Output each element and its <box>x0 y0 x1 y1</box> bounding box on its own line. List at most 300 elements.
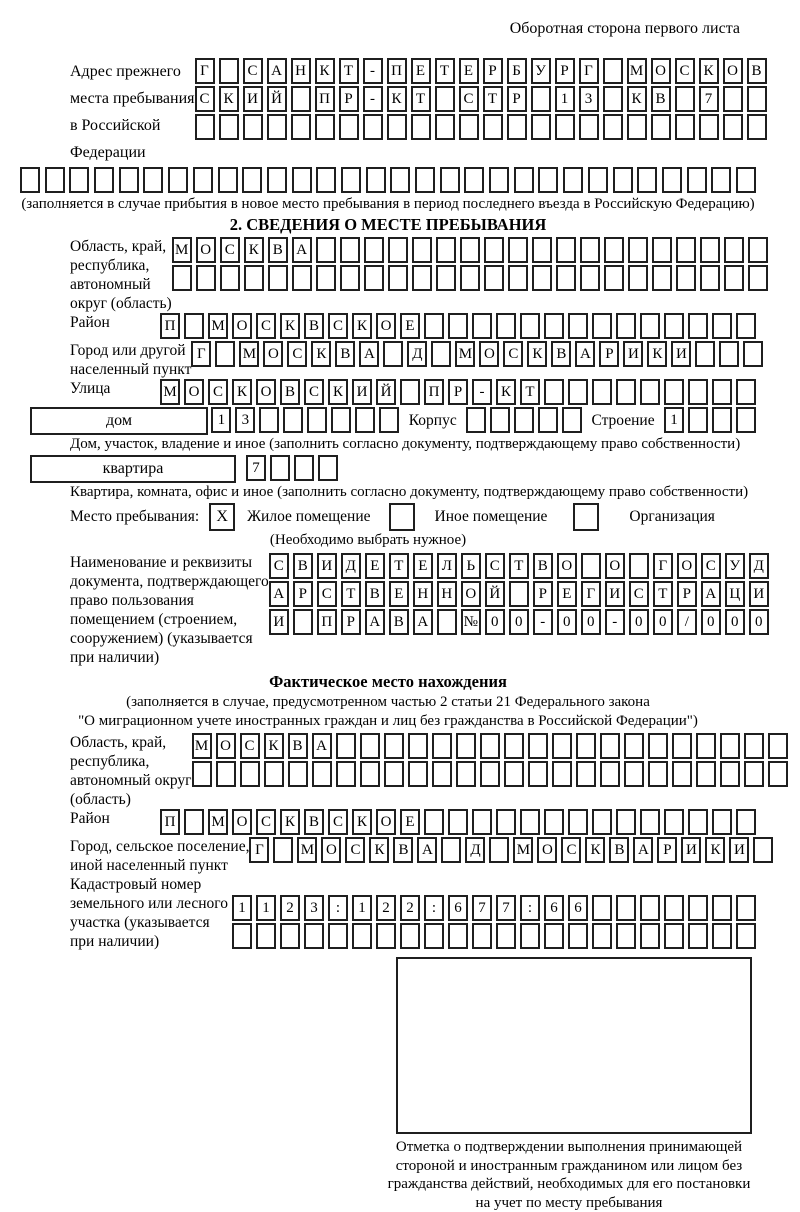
char-cell[interactable] <box>723 114 743 140</box>
char-cell[interactable]: 1 <box>211 407 231 433</box>
char-cell[interactable]: К <box>647 341 667 367</box>
char-cell[interactable] <box>640 809 660 835</box>
char-cell[interactable]: / <box>677 609 697 635</box>
char-cell[interactable]: С <box>459 86 479 112</box>
char-cell[interactable] <box>456 733 476 759</box>
char-cell[interactable]: А <box>292 237 312 263</box>
char-cell[interactable] <box>293 609 313 635</box>
char-cell[interactable] <box>712 895 732 921</box>
char-cell[interactable] <box>743 341 763 367</box>
char-cell[interactable] <box>528 733 548 759</box>
char-cell[interactable] <box>69 167 89 193</box>
char-cell[interactable]: 3 <box>235 407 255 433</box>
char-cell[interactable]: Т <box>435 58 455 84</box>
char-cell[interactable]: П <box>317 609 337 635</box>
char-cell[interactable]: 0 <box>701 609 721 635</box>
char-cell[interactable]: С <box>269 553 289 579</box>
char-cell[interactable] <box>532 237 552 263</box>
char-cell[interactable] <box>292 265 312 291</box>
char-cell[interactable]: 0 <box>749 609 769 635</box>
char-cell[interactable] <box>424 923 444 949</box>
char-cell[interactable]: Г <box>653 553 673 579</box>
char-cell[interactable]: 1 <box>352 895 372 921</box>
char-cell[interactable]: 0 <box>629 609 649 635</box>
char-cell[interactable]: 6 <box>544 895 564 921</box>
char-cell[interactable] <box>711 167 731 193</box>
char-cell[interactable] <box>695 341 715 367</box>
char-cell[interactable] <box>119 167 139 193</box>
char-cell[interactable]: К <box>352 313 372 339</box>
char-cell[interactable] <box>712 923 732 949</box>
char-cell[interactable] <box>563 167 583 193</box>
char-cell[interactable] <box>616 379 636 405</box>
char-cell[interactable] <box>531 114 551 140</box>
char-cell[interactable] <box>435 86 455 112</box>
char-cell[interactable] <box>736 313 756 339</box>
char-cell[interactable] <box>724 265 744 291</box>
char-cell[interactable] <box>592 923 612 949</box>
char-cell[interactable]: П <box>160 809 180 835</box>
char-cell[interactable] <box>355 407 375 433</box>
char-cell[interactable]: 7 <box>246 455 266 481</box>
char-cell[interactable] <box>331 407 351 433</box>
char-cell[interactable] <box>556 237 576 263</box>
char-cell[interactable]: И <box>623 341 643 367</box>
char-cell[interactable]: В <box>651 86 671 112</box>
char-cell[interactable] <box>328 923 348 949</box>
char-cell[interactable] <box>509 581 529 607</box>
char-cell[interactable] <box>360 733 380 759</box>
char-cell[interactable]: В <box>551 341 571 367</box>
char-cell[interactable]: 7 <box>472 895 492 921</box>
char-cell[interactable] <box>736 167 756 193</box>
char-cell[interactable]: Е <box>459 58 479 84</box>
char-cell[interactable]: : <box>424 895 444 921</box>
char-cell[interactable]: Д <box>749 553 769 579</box>
char-cell[interactable]: Н <box>437 581 457 607</box>
char-cell[interactable]: С <box>256 809 276 835</box>
char-cell[interactable] <box>341 167 361 193</box>
char-cell[interactable] <box>514 167 534 193</box>
char-cell[interactable] <box>316 265 336 291</box>
char-cell[interactable] <box>360 761 380 787</box>
char-cell[interactable]: - <box>605 609 625 635</box>
char-cell[interactable] <box>562 407 582 433</box>
char-cell[interactable]: С <box>208 379 228 405</box>
char-cell[interactable]: К <box>369 837 389 863</box>
char-cell[interactable]: Р <box>599 341 619 367</box>
char-cell[interactable] <box>472 809 492 835</box>
char-cell[interactable] <box>576 733 596 759</box>
char-cell[interactable] <box>696 733 716 759</box>
char-cell[interactable] <box>408 761 428 787</box>
char-cell[interactable] <box>747 114 767 140</box>
char-cell[interactable]: 2 <box>400 895 420 921</box>
char-cell[interactable] <box>628 265 648 291</box>
char-cell[interactable]: Ц <box>725 581 745 607</box>
char-cell[interactable] <box>366 167 386 193</box>
char-cell[interactable]: О <box>232 809 252 835</box>
char-cell[interactable]: И <box>681 837 701 863</box>
char-cell[interactable] <box>219 58 239 84</box>
char-cell[interactable]: К <box>232 379 252 405</box>
char-cell[interactable] <box>448 923 468 949</box>
char-cell[interactable]: - <box>363 58 383 84</box>
char-cell[interactable] <box>544 809 564 835</box>
zhiloe-checkbox[interactable]: X <box>209 503 235 531</box>
char-cell[interactable]: В <box>389 609 409 635</box>
char-cell[interactable]: Н <box>291 58 311 84</box>
char-cell[interactable]: Р <box>533 581 553 607</box>
char-cell[interactable]: О <box>196 237 216 263</box>
char-cell[interactable] <box>580 237 600 263</box>
char-cell[interactable] <box>652 265 672 291</box>
char-cell[interactable] <box>748 265 768 291</box>
char-cell[interactable]: А <box>269 581 289 607</box>
char-cell[interactable] <box>415 167 435 193</box>
char-cell[interactable] <box>240 761 260 787</box>
char-cell[interactable]: К <box>311 341 331 367</box>
char-cell[interactable] <box>432 761 452 787</box>
char-cell[interactable] <box>675 114 695 140</box>
char-cell[interactable]: В <box>747 58 767 84</box>
char-cell[interactable] <box>736 923 756 949</box>
char-cell[interactable] <box>215 341 235 367</box>
char-cell[interactable] <box>538 407 558 433</box>
char-cell[interactable] <box>243 114 263 140</box>
char-cell[interactable]: 1 <box>256 895 276 921</box>
char-cell[interactable]: 2 <box>376 895 396 921</box>
char-cell[interactable] <box>184 313 204 339</box>
char-cell[interactable]: Р <box>448 379 468 405</box>
char-cell[interactable] <box>520 809 540 835</box>
char-cell[interactable] <box>440 167 460 193</box>
char-cell[interactable] <box>672 761 692 787</box>
char-cell[interactable] <box>388 265 408 291</box>
char-cell[interactable] <box>472 923 492 949</box>
char-cell[interactable]: М <box>172 237 192 263</box>
char-cell[interactable]: И <box>317 553 337 579</box>
char-cell[interactable] <box>747 86 767 112</box>
char-cell[interactable] <box>736 809 756 835</box>
char-cell[interactable] <box>592 313 612 339</box>
char-cell[interactable] <box>624 761 644 787</box>
char-cell[interactable] <box>195 114 215 140</box>
char-cell[interactable] <box>244 265 264 291</box>
char-cell[interactable] <box>264 761 284 787</box>
char-cell[interactable]: № <box>461 609 481 635</box>
char-cell[interactable]: И <box>671 341 691 367</box>
char-cell[interactable]: Р <box>657 837 677 863</box>
char-cell[interactable] <box>640 895 660 921</box>
char-cell[interactable]: 0 <box>557 609 577 635</box>
char-cell[interactable]: 0 <box>581 609 601 635</box>
char-cell[interactable]: Й <box>267 86 287 112</box>
char-cell[interactable]: Р <box>483 58 503 84</box>
char-cell[interactable] <box>424 313 444 339</box>
char-cell[interactable] <box>508 237 528 263</box>
char-cell[interactable] <box>531 86 551 112</box>
char-cell[interactable] <box>424 809 444 835</box>
char-cell[interactable] <box>688 809 708 835</box>
char-cell[interactable]: О <box>256 379 276 405</box>
char-cell[interactable]: О <box>216 733 236 759</box>
char-cell[interactable]: С <box>328 313 348 339</box>
char-cell[interactable]: А <box>417 837 437 863</box>
char-cell[interactable]: С <box>701 553 721 579</box>
char-cell[interactable]: К <box>315 58 335 84</box>
char-cell[interactable] <box>383 341 403 367</box>
char-cell[interactable]: А <box>267 58 287 84</box>
char-cell[interactable]: А <box>701 581 721 607</box>
char-cell[interactable] <box>613 167 633 193</box>
char-cell[interactable]: Т <box>653 581 673 607</box>
char-cell[interactable] <box>555 114 575 140</box>
char-cell[interactable] <box>603 58 623 84</box>
char-cell[interactable] <box>496 923 516 949</box>
char-cell[interactable] <box>688 923 708 949</box>
char-cell[interactable] <box>256 923 276 949</box>
char-cell[interactable]: Т <box>339 58 359 84</box>
char-cell[interactable] <box>514 407 534 433</box>
char-cell[interactable] <box>532 265 552 291</box>
char-cell[interactable]: М <box>208 313 228 339</box>
char-cell[interactable]: 1 <box>555 86 575 112</box>
char-cell[interactable] <box>637 167 657 193</box>
char-cell[interactable]: Т <box>411 86 431 112</box>
char-cell[interactable] <box>616 809 636 835</box>
char-cell[interactable] <box>603 86 623 112</box>
char-cell[interactable]: П <box>387 58 407 84</box>
char-cell[interactable]: В <box>268 237 288 263</box>
char-cell[interactable] <box>390 167 410 193</box>
char-cell[interactable] <box>318 455 338 481</box>
char-cell[interactable] <box>219 114 239 140</box>
char-cell[interactable]: О <box>184 379 204 405</box>
char-cell[interactable] <box>273 837 293 863</box>
char-cell[interactable]: В <box>293 553 313 579</box>
char-cell[interactable]: К <box>352 809 372 835</box>
char-cell[interactable]: 0 <box>653 609 673 635</box>
char-cell[interactable] <box>340 265 360 291</box>
char-cell[interactable]: Й <box>376 379 396 405</box>
char-cell[interactable] <box>616 923 636 949</box>
inoe-checkbox[interactable] <box>389 503 415 531</box>
char-cell[interactable] <box>624 733 644 759</box>
char-cell[interactable]: Е <box>365 553 385 579</box>
char-cell[interactable] <box>664 313 684 339</box>
char-cell[interactable]: С <box>561 837 581 863</box>
char-cell[interactable] <box>588 167 608 193</box>
char-cell[interactable] <box>364 237 384 263</box>
char-cell[interactable] <box>768 761 788 787</box>
char-cell[interactable]: 1 <box>232 895 252 921</box>
char-cell[interactable] <box>592 809 612 835</box>
char-cell[interactable]: И <box>605 581 625 607</box>
char-cell[interactable] <box>676 237 696 263</box>
char-cell[interactable] <box>640 923 660 949</box>
char-cell[interactable] <box>364 265 384 291</box>
char-cell[interactable] <box>600 761 620 787</box>
char-cell[interactable] <box>648 733 668 759</box>
char-cell[interactable] <box>489 167 509 193</box>
char-cell[interactable] <box>687 167 707 193</box>
char-cell[interactable]: А <box>575 341 595 367</box>
char-cell[interactable]: Т <box>389 553 409 579</box>
char-cell[interactable] <box>218 167 238 193</box>
char-cell[interactable]: А <box>413 609 433 635</box>
char-cell[interactable] <box>480 733 500 759</box>
char-cell[interactable]: Е <box>400 809 420 835</box>
char-cell[interactable]: С <box>629 581 649 607</box>
char-cell[interactable] <box>431 341 451 367</box>
char-cell[interactable]: Д <box>341 553 361 579</box>
char-cell[interactable]: У <box>531 58 551 84</box>
char-cell[interactable] <box>724 237 744 263</box>
char-cell[interactable] <box>753 837 773 863</box>
char-cell[interactable]: С <box>675 58 695 84</box>
char-cell[interactable] <box>504 733 524 759</box>
char-cell[interactable] <box>627 114 647 140</box>
char-cell[interactable]: О <box>723 58 743 84</box>
char-cell[interactable]: Р <box>341 609 361 635</box>
char-cell[interactable] <box>184 809 204 835</box>
char-cell[interactable] <box>581 553 601 579</box>
char-cell[interactable] <box>662 167 682 193</box>
char-cell[interactable]: В <box>533 553 553 579</box>
char-cell[interactable]: К <box>219 86 239 112</box>
char-cell[interactable]: 6 <box>448 895 468 921</box>
char-cell[interactable] <box>484 237 504 263</box>
char-cell[interactable] <box>459 114 479 140</box>
char-cell[interactable] <box>436 237 456 263</box>
char-cell[interactable] <box>291 86 311 112</box>
char-cell[interactable]: Р <box>555 58 575 84</box>
char-cell[interactable]: А <box>359 341 379 367</box>
char-cell[interactable] <box>576 761 596 787</box>
char-cell[interactable]: Г <box>191 341 211 367</box>
char-cell[interactable]: 1 <box>664 407 684 433</box>
char-cell[interactable] <box>568 379 588 405</box>
char-cell[interactable] <box>288 761 308 787</box>
char-cell[interactable] <box>736 895 756 921</box>
char-cell[interactable] <box>196 265 216 291</box>
char-cell[interactable] <box>436 265 456 291</box>
char-cell[interactable]: К <box>264 733 284 759</box>
char-cell[interactable] <box>480 761 500 787</box>
char-cell[interactable]: П <box>315 86 335 112</box>
char-cell[interactable]: - <box>533 609 553 635</box>
char-cell[interactable]: М <box>297 837 317 863</box>
char-cell[interactable]: С <box>328 809 348 835</box>
char-cell[interactable]: Т <box>520 379 540 405</box>
char-cell[interactable] <box>268 265 288 291</box>
char-cell[interactable] <box>736 379 756 405</box>
char-cell[interactable] <box>696 761 716 787</box>
char-cell[interactable]: М <box>239 341 259 367</box>
char-cell[interactable] <box>143 167 163 193</box>
char-cell[interactable]: Й <box>485 581 505 607</box>
char-cell[interactable] <box>652 237 672 263</box>
char-cell[interactable]: И <box>749 581 769 607</box>
char-cell[interactable]: Е <box>400 313 420 339</box>
char-cell[interactable]: С <box>240 733 260 759</box>
char-cell[interactable] <box>242 167 262 193</box>
char-cell[interactable] <box>651 114 671 140</box>
char-cell[interactable]: Г <box>249 837 269 863</box>
char-cell[interactable]: Ь <box>461 553 481 579</box>
char-cell[interactable] <box>568 923 588 949</box>
char-cell[interactable]: С <box>485 553 505 579</box>
char-cell[interactable]: В <box>288 733 308 759</box>
char-cell[interactable] <box>688 379 708 405</box>
char-cell[interactable] <box>604 237 624 263</box>
char-cell[interactable]: Р <box>507 86 527 112</box>
char-cell[interactable]: В <box>280 379 300 405</box>
char-cell[interactable]: К <box>280 313 300 339</box>
char-cell[interactable]: С <box>243 58 263 84</box>
char-cell[interactable] <box>604 265 624 291</box>
char-cell[interactable]: О <box>479 341 499 367</box>
char-cell[interactable]: Д <box>407 341 427 367</box>
char-cell[interactable]: М <box>513 837 533 863</box>
char-cell[interactable]: С <box>256 313 276 339</box>
char-cell[interactable]: О <box>376 313 396 339</box>
char-cell[interactable]: И <box>269 609 289 635</box>
char-cell[interactable] <box>437 609 457 635</box>
char-cell[interactable] <box>672 733 692 759</box>
char-cell[interactable] <box>294 455 314 481</box>
char-cell[interactable]: К <box>627 86 647 112</box>
char-cell[interactable] <box>675 86 695 112</box>
char-cell[interactable]: Е <box>389 581 409 607</box>
char-cell[interactable] <box>464 167 484 193</box>
char-cell[interactable] <box>744 733 764 759</box>
char-cell[interactable] <box>267 167 287 193</box>
char-cell[interactable] <box>20 167 40 193</box>
char-cell[interactable] <box>216 761 236 787</box>
char-cell[interactable]: А <box>312 733 332 759</box>
char-cell[interactable]: А <box>633 837 653 863</box>
char-cell[interactable] <box>408 733 428 759</box>
char-cell[interactable]: Е <box>411 58 431 84</box>
char-cell[interactable]: М <box>627 58 647 84</box>
char-cell[interactable] <box>291 114 311 140</box>
char-cell[interactable] <box>520 923 540 949</box>
char-cell[interactable]: К <box>244 237 264 263</box>
char-cell[interactable] <box>712 379 732 405</box>
char-cell[interactable] <box>592 895 612 921</box>
char-cell[interactable] <box>336 761 356 787</box>
char-cell[interactable]: И <box>352 379 372 405</box>
char-cell[interactable]: П <box>424 379 444 405</box>
char-cell[interactable] <box>441 837 461 863</box>
char-cell[interactable]: Т <box>341 581 361 607</box>
char-cell[interactable] <box>712 407 732 433</box>
char-cell[interactable] <box>466 407 486 433</box>
char-cell[interactable] <box>259 407 279 433</box>
char-cell[interactable] <box>603 114 623 140</box>
char-cell[interactable] <box>712 313 732 339</box>
char-cell[interactable]: 7 <box>496 895 516 921</box>
char-cell[interactable] <box>192 761 212 787</box>
char-cell[interactable] <box>723 86 743 112</box>
char-cell[interactable] <box>168 167 188 193</box>
char-cell[interactable] <box>616 313 636 339</box>
char-cell[interactable] <box>628 237 648 263</box>
char-cell[interactable]: О <box>461 581 481 607</box>
char-cell[interactable] <box>507 114 527 140</box>
